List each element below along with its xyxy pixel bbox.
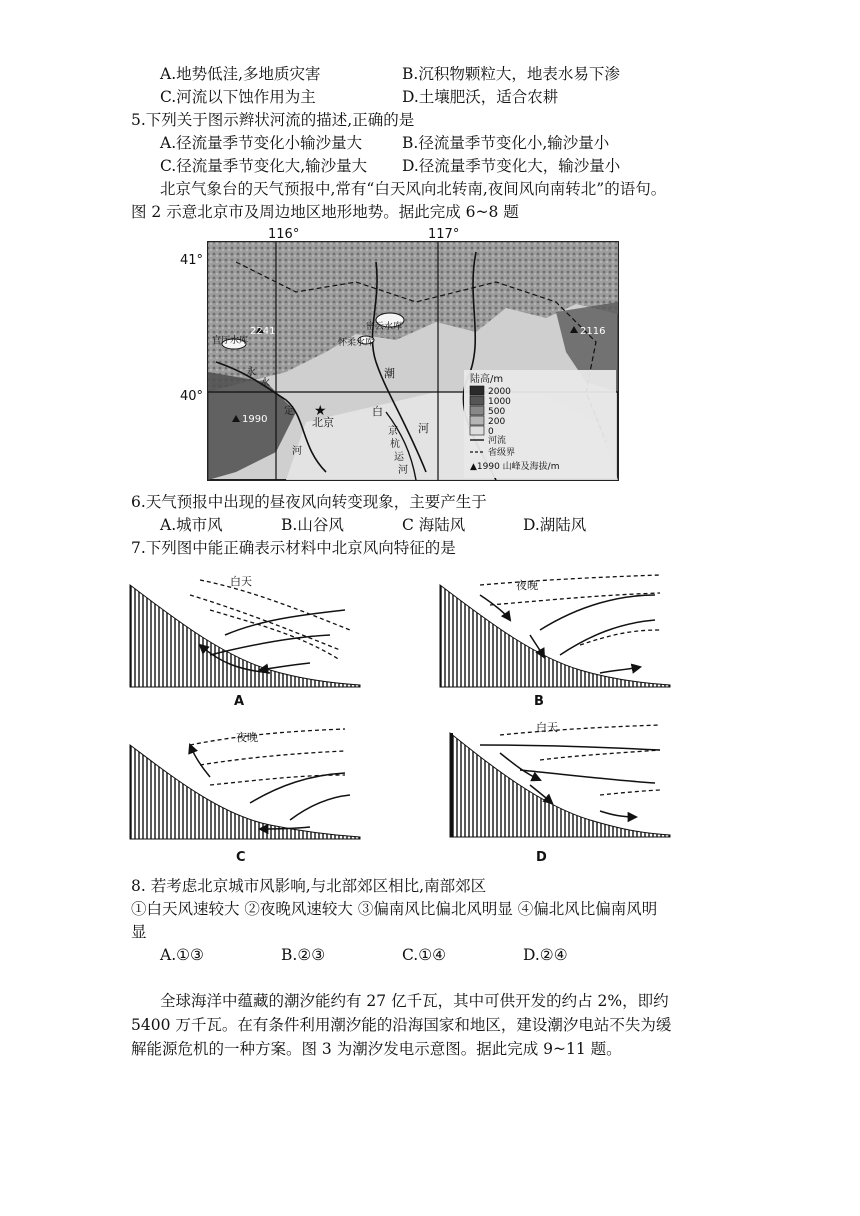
label-jing: 京 <box>388 426 398 437</box>
legend-swatch <box>470 416 484 425</box>
q4-option-b: B.沉积物颗粒大，地表水易下渗 <box>402 65 620 83</box>
intro3-line3: 解能源危机的一种方案。图 3 为潮汐发电示意图。据此完成 9~11 题。 <box>131 1040 622 1058</box>
label-he3: 河 <box>398 465 408 476</box>
diagram-c-label: C <box>236 850 246 865</box>
diagram-c-caption: 夜晚 <box>236 731 258 744</box>
label-yun: 运 <box>394 452 404 463</box>
legend-swatch <box>470 406 484 415</box>
intro2-line2: 图 2 示意北京市及周边地区地形地势。据此完成 6~8 题 <box>131 203 519 221</box>
intro3-line1: 全球海洋中蕴藏的潮汐能约有 27 亿千瓦，其中可供开发的约占 2%，即约 <box>160 992 669 1010</box>
diagram-b <box>440 575 670 709</box>
q4-option-d: D.土壤肥沃，适合农耕 <box>402 88 559 106</box>
legend-level-label: 500 <box>488 407 506 417</box>
q8-option-a: A.①③ <box>160 946 204 964</box>
q8-statements-line2: 显 <box>131 923 147 941</box>
label-shui: 水 <box>260 378 270 389</box>
q8-option-c: C.①④ <box>402 946 447 964</box>
q6-stem: 6.天气预报中出现的昼夜风向转变现象，主要产生于 <box>131 493 487 511</box>
label-chao: 潮 <box>384 367 395 380</box>
q5-option-b: B.径流量季节变化小,输沙量小 <box>402 134 610 152</box>
label-he: 河 <box>418 422 429 435</box>
q5-option-a: A.径流量季节变化小输沙量大 <box>160 134 363 152</box>
legend-peak: ▲1990 山峰及海拔/m <box>470 462 560 472</box>
q8-statements-line1: ①白天风速较大 ②夜晚风速较大 ③偏南风比偏北风明显 ④偏北风比偏南风明 <box>131 900 658 918</box>
lat-label-41: 41° <box>180 253 204 268</box>
beijing-terrain-map <box>176 222 676 486</box>
peak-label-1990: 1990 <box>242 414 268 425</box>
diagram-c <box>130 729 360 865</box>
legend-swatch <box>470 386 484 395</box>
diagram-b-caption: 夜晚 <box>516 579 538 592</box>
q5-option-d: D.径流量季节变化大，输沙量小 <box>402 157 621 175</box>
beijing-star-icon: ★ <box>314 403 327 419</box>
legend-swatch <box>470 426 484 435</box>
legend-swatch <box>470 396 484 405</box>
q6-option-b: B.山谷风 <box>281 516 344 534</box>
q6-option-c: C 海陆风 <box>402 516 466 534</box>
legend-border: 省级界 <box>488 448 516 458</box>
legend-level-label: 0 <box>488 427 494 437</box>
label-he2: 河 <box>292 446 302 457</box>
q7-stem: 7.下列图中能正确表示材料中北京风向特征的是 <box>131 539 456 557</box>
lat-label-40: 40° <box>180 389 204 404</box>
diagram-d <box>450 721 670 865</box>
legend-level-label: 2000 <box>488 387 511 397</box>
peak-label-2241: 2241 <box>250 326 276 337</box>
diagram-a <box>130 575 360 709</box>
label-hang: 杭 <box>390 439 400 450</box>
label-beijing: 北京 <box>312 416 334 429</box>
legend-river: 河流 <box>488 436 507 446</box>
lon-label-116: 116° <box>268 227 300 242</box>
label-bai: 白 <box>372 405 383 418</box>
label-miyun: 密云水库 <box>366 322 403 332</box>
lon-label-117: 117° <box>428 227 460 242</box>
intro2-line1: 北京气象台的天气预报中,常有“白天风向北转南,夜间风向南转北”的语句。 <box>160 180 667 198</box>
q4-option-a: A.地势低洼,多地质灾害 <box>160 65 321 83</box>
diagram-b-label: B <box>534 694 544 709</box>
label-guanting: 官厅水库 <box>212 336 249 346</box>
legend-level-label: 200 <box>488 417 506 427</box>
diagram-a-label: A <box>234 694 245 709</box>
diagram-d-label: D <box>536 850 547 865</box>
diagram-a-caption: 白天 <box>230 575 252 588</box>
q5-stem: 5.下列关于图示辫状河流的描述,正确的是 <box>131 111 415 129</box>
label-ding: 定 <box>284 406 294 417</box>
label-yong: 永 <box>246 367 256 378</box>
peak-label-2116: 2116 <box>580 326 606 337</box>
q8-option-d: D.②④ <box>523 946 568 964</box>
valley-wind-diagrams <box>120 565 680 870</box>
q6-option-d: D.湖陆风 <box>523 516 587 534</box>
label-huairou: 怀柔水库 <box>338 338 375 348</box>
q8-option-b: B.②③ <box>281 946 326 964</box>
intro3-line2: 5400 万千瓦。在有条件利用潮汐能的沿海国家和地区，建设潮汐电站不失为缓 <box>131 1016 672 1034</box>
q8-stem: 8. 若考虑北京城市风影响,与北部郊区相比,南部郊区 <box>131 877 487 895</box>
legend-level-label: 1000 <box>488 397 511 407</box>
q6-option-a: A.城市风 <box>160 516 223 534</box>
q5-option-c: C.径流量季节变化大,输沙量大 <box>160 157 368 175</box>
legend-title: 陆高/m <box>470 374 504 385</box>
q4-option-c: C.河流以下蚀作用为主 <box>160 88 316 106</box>
diagram-d-caption: 白天 <box>536 721 558 734</box>
